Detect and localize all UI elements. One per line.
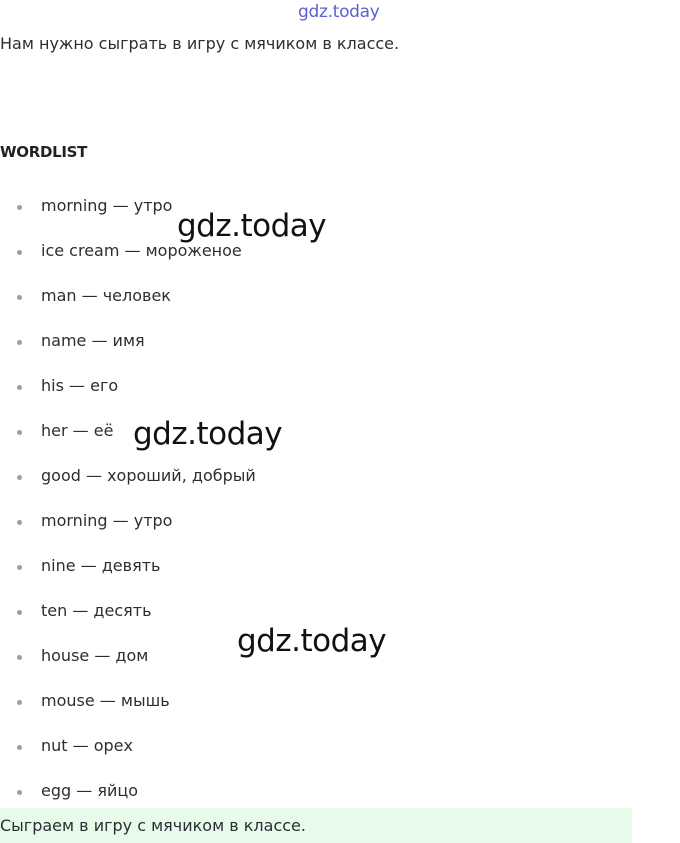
list-item-text: man — человек xyxy=(41,286,171,305)
list-item-text: morning — утро xyxy=(41,511,173,530)
bullet-icon xyxy=(17,745,22,750)
watermark-overlay: gdz.today xyxy=(133,416,283,452)
list-item-text: nine — девять xyxy=(41,556,161,575)
bullet-icon xyxy=(17,250,22,255)
answer-box xyxy=(0,808,632,843)
answer-text: Сыграем в игру с мячиком в классе. xyxy=(0,816,306,835)
list-item-text: his — его xyxy=(41,376,119,395)
bullet-icon xyxy=(17,565,22,570)
bullet-icon xyxy=(17,340,22,345)
bullet-icon xyxy=(17,700,22,705)
watermark-top: gdz.today xyxy=(298,2,380,22)
bullet-icon xyxy=(17,385,22,390)
list-item-text: ice cream — мороженое xyxy=(41,241,242,260)
bullet-icon xyxy=(17,295,22,300)
bullet-icon xyxy=(17,520,22,525)
list-item-text: mouse — мышь xyxy=(41,691,170,710)
intro-paragraph: Нам нужно сыграть в игру с мячиком в классе. xyxy=(0,34,400,53)
bullet-icon xyxy=(17,430,22,435)
list-item-text: her — её xyxy=(41,421,114,440)
bullet-icon xyxy=(17,655,22,660)
list-item-text: good — хороший, добрый xyxy=(41,466,256,485)
list-item-text: house — дом xyxy=(41,646,149,665)
watermark-overlay: gdz.today xyxy=(177,208,327,244)
bullet-icon xyxy=(17,610,22,615)
bullet-icon xyxy=(17,475,22,480)
list-item-text: egg — яйцо xyxy=(41,781,139,800)
bullet-icon xyxy=(17,205,22,210)
list-item-text: morning — утро xyxy=(41,196,173,215)
list-item-text: nut — орех xyxy=(41,736,133,755)
bullet-icon xyxy=(17,790,22,795)
list-item-text: ten — десять xyxy=(41,601,152,620)
wordlist-heading: WORDLIST xyxy=(0,143,88,161)
list-item-text: name — имя xyxy=(41,331,145,350)
watermark-overlay: gdz.today xyxy=(237,623,387,659)
